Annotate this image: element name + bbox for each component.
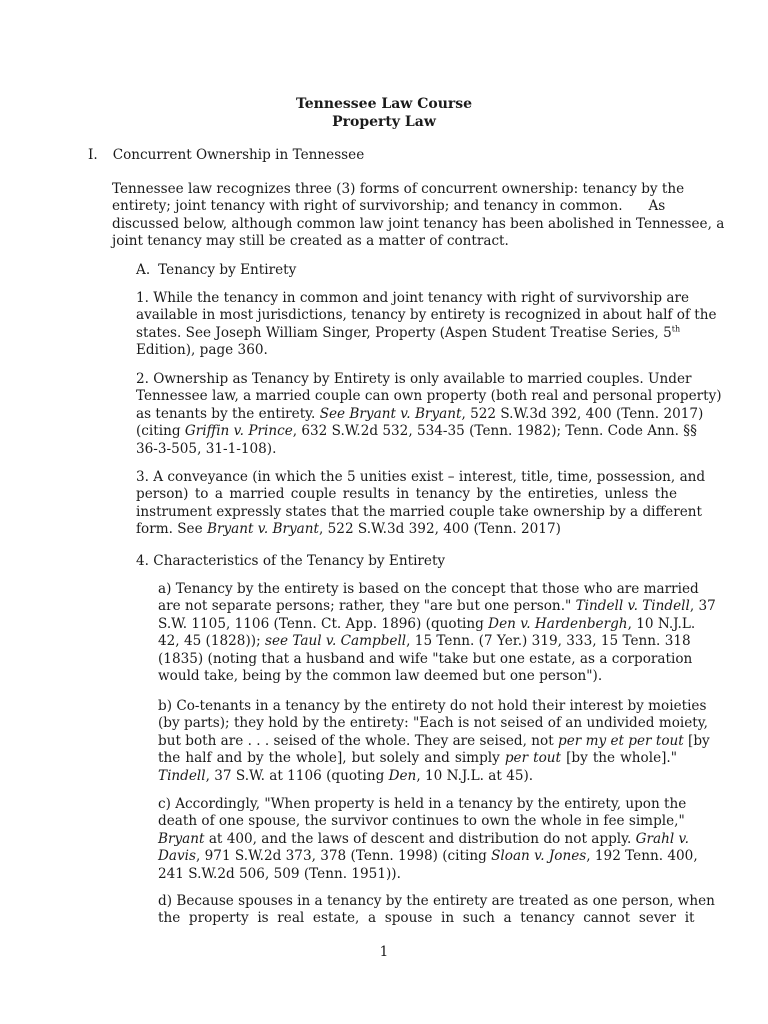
case-citation: see Taul v. Campbell — [264, 633, 407, 650]
paragraph-4c — [158, 796, 698, 883]
text-line: would take, being by the common law deemed but one person"). — [158, 668, 603, 685]
superscript: th — [671, 324, 681, 334]
text-line: joint tenancy may still be created as a matter of contract. — [112, 233, 509, 250]
text-line — [158, 615, 696, 633]
text-line: Tennessee law recognizes three (3) forms of concurrent ownership: tenancy by the — [112, 181, 685, 197]
paragraph-3 — [136, 469, 706, 539]
paragraph-4a — [158, 581, 716, 685]
text-line: 1. While the tenancy in common and joint tenancy with right of survivorship are — [136, 290, 690, 306]
section-title: Concurrent Ownership in Tennessee — [112, 147, 365, 163]
case-citation: See Bryant v. Bryant — [319, 405, 462, 422]
intro-paragraph — [112, 181, 725, 251]
text-line: 3. A conveyance (in which the 5 unities exist – interest, title, time, possession, and — [136, 469, 706, 485]
text-span: states. See Joseph William Singer, Property (Aspen Student Treatise Series, 5 — [136, 324, 672, 341]
text-line: death of one spouse, the survivor continues to own the whole in fee simple," — [158, 813, 685, 830]
course-subtitle: Property Law — [332, 114, 436, 130]
paragraph-4d — [158, 893, 715, 928]
text-span: , 192 Tenn. 400, — [586, 848, 698, 865]
text-span: , 522 S.W.3d 392, 400 (Tenn. 2017) — [461, 405, 704, 422]
text-span: , 37 — [689, 598, 716, 615]
latin-term: per my et per tout — [558, 732, 684, 749]
text-line — [158, 848, 698, 865]
paragraph-4-heading: 4. Characteristics of the Tenancy by Entirety — [136, 553, 446, 569]
case-citation: Grahl v. — [635, 830, 689, 847]
paragraph-2 — [136, 371, 722, 458]
text-line: c) Accordingly, "When property is held in a tenancy by the entirety, upon the — [158, 796, 687, 812]
text-line — [158, 598, 716, 615]
case-citation: Tindell v. Tindell — [575, 598, 690, 615]
text-line: (by parts); they hold by the entirety: "Each is not seised of an undivided moiety, — [158, 715, 708, 732]
text-line — [158, 732, 710, 750]
text-span: , 971 S.W.2d 373, 378 (Tenn. 1998) (citing — [196, 848, 492, 865]
latin-term: per tout — [504, 750, 562, 767]
text-span: , 37 S.W. at 1106 (quoting — [205, 767, 389, 784]
text-span: [by the whole]." — [561, 750, 677, 767]
text-span: are not separate persons; rather, they "are but one person." — [158, 598, 576, 615]
subsection-title: Tenancy by Entirety — [158, 262, 297, 278]
text-line: available in most jurisdictions, tenancy by entirety is recognized in about half of the — [136, 307, 717, 324]
course-title: Tennessee Law Course — [295, 96, 473, 112]
section-heading — [88, 147, 364, 164]
paragraph-1 — [136, 290, 717, 360]
text-line: entirety; joint tenancy with right of survivorship; and tenancy in common. As — [112, 198, 666, 215]
text-span: at 400, and the laws of descent and distribution do not apply. — [204, 830, 636, 847]
case-citation: Tindell — [158, 767, 206, 784]
case-citation: Griffin v. Prince — [184, 423, 293, 440]
text-line — [136, 405, 704, 423]
text-span: , 10 N.J.L. at 45). — [416, 767, 534, 784]
text-span: 42, 45 (1828)); — [158, 633, 265, 650]
text-line: (1835) (noting that a husband and wife "take but one estate, as a corporation — [158, 650, 693, 667]
text-line: d) Because spouses in a tenancy by the entirety are treated as one person, when — [158, 893, 715, 909]
text-line: discussed below, although common law joint tenancy has been abolished in Tennessee, a — [112, 215, 725, 232]
text-line — [158, 750, 677, 767]
text-span: the half and by the whole], but solely and simply — [158, 750, 505, 767]
text-line: Edition), page 360. — [136, 342, 268, 359]
text-span: (citing — [136, 423, 185, 440]
subsection-heading — [136, 262, 296, 279]
text-line — [158, 768, 677, 785]
text-line — [136, 423, 697, 440]
case-citation: Sloan v. Jones — [491, 848, 587, 865]
text-line: 36-3-505, 31-1-108). — [136, 440, 277, 457]
text-line: a) Tenancy by the entirety is based on the concept that those who are married — [158, 581, 699, 597]
text-line: 2. Ownership as Tenancy by Entirety is only available to married couples. Under — [136, 371, 692, 387]
subsection-label: A. — [136, 262, 151, 278]
text-line: person) to a married couple results in tenancy by the entireties, unless the — [136, 486, 677, 503]
text-span: [by — [683, 732, 710, 749]
section-number: I. — [88, 147, 98, 163]
text-line: instrument expressly states that the married couple take ownership by a different — [136, 503, 702, 520]
paragraph-4b — [158, 698, 710, 785]
text-span: , 15 Tenn. (7 Yer.) 319, 333, 15 Tenn. 318 — [406, 633, 691, 650]
case-citation: Den — [388, 767, 417, 784]
text-line: 241 S.W.2d 506, 509 (Tenn. 1951)). — [158, 865, 401, 882]
case-citation: Den v. Hardenbergh — [488, 615, 628, 632]
text-span: , 10 N.J.L. — [627, 615, 696, 632]
text-span: but both are . . . seised of the whole. They are seised, not — [158, 732, 558, 749]
text-line: Tennessee law, a married couple can own property (both real and personal property) — [136, 388, 722, 405]
text-line: b) Co-tenants in a tenancy by the entirety do not hold their interest by moieties — [158, 698, 707, 714]
text-span: , 522 S.W.3d 392, 400 (Tenn. 2017) — [319, 521, 561, 538]
text-line — [158, 633, 691, 650]
text-span: , 632 S.W.2d 532, 534-35 (Tenn. 1982); Tenn. Code Ann. §§ — [292, 423, 697, 440]
text-line — [136, 324, 681, 342]
page-number: 1 — [379, 944, 389, 960]
case-citation: Davis — [158, 848, 197, 865]
text-line — [158, 830, 689, 848]
case-citation: Bryant — [158, 830, 205, 847]
text-line — [136, 521, 677, 538]
text-line: the property is real estate, a spouse in such a tenancy cannot sever it — [158, 910, 695, 927]
text-span: S.W. 1105, 1106 (Tenn. Ct. App. 1896) (quoting — [158, 615, 489, 632]
case-citation: Bryant v. Bryant — [206, 521, 319, 538]
text-span: as tenants by the entirety. — [136, 405, 320, 422]
text-span: form. See — [136, 521, 207, 538]
